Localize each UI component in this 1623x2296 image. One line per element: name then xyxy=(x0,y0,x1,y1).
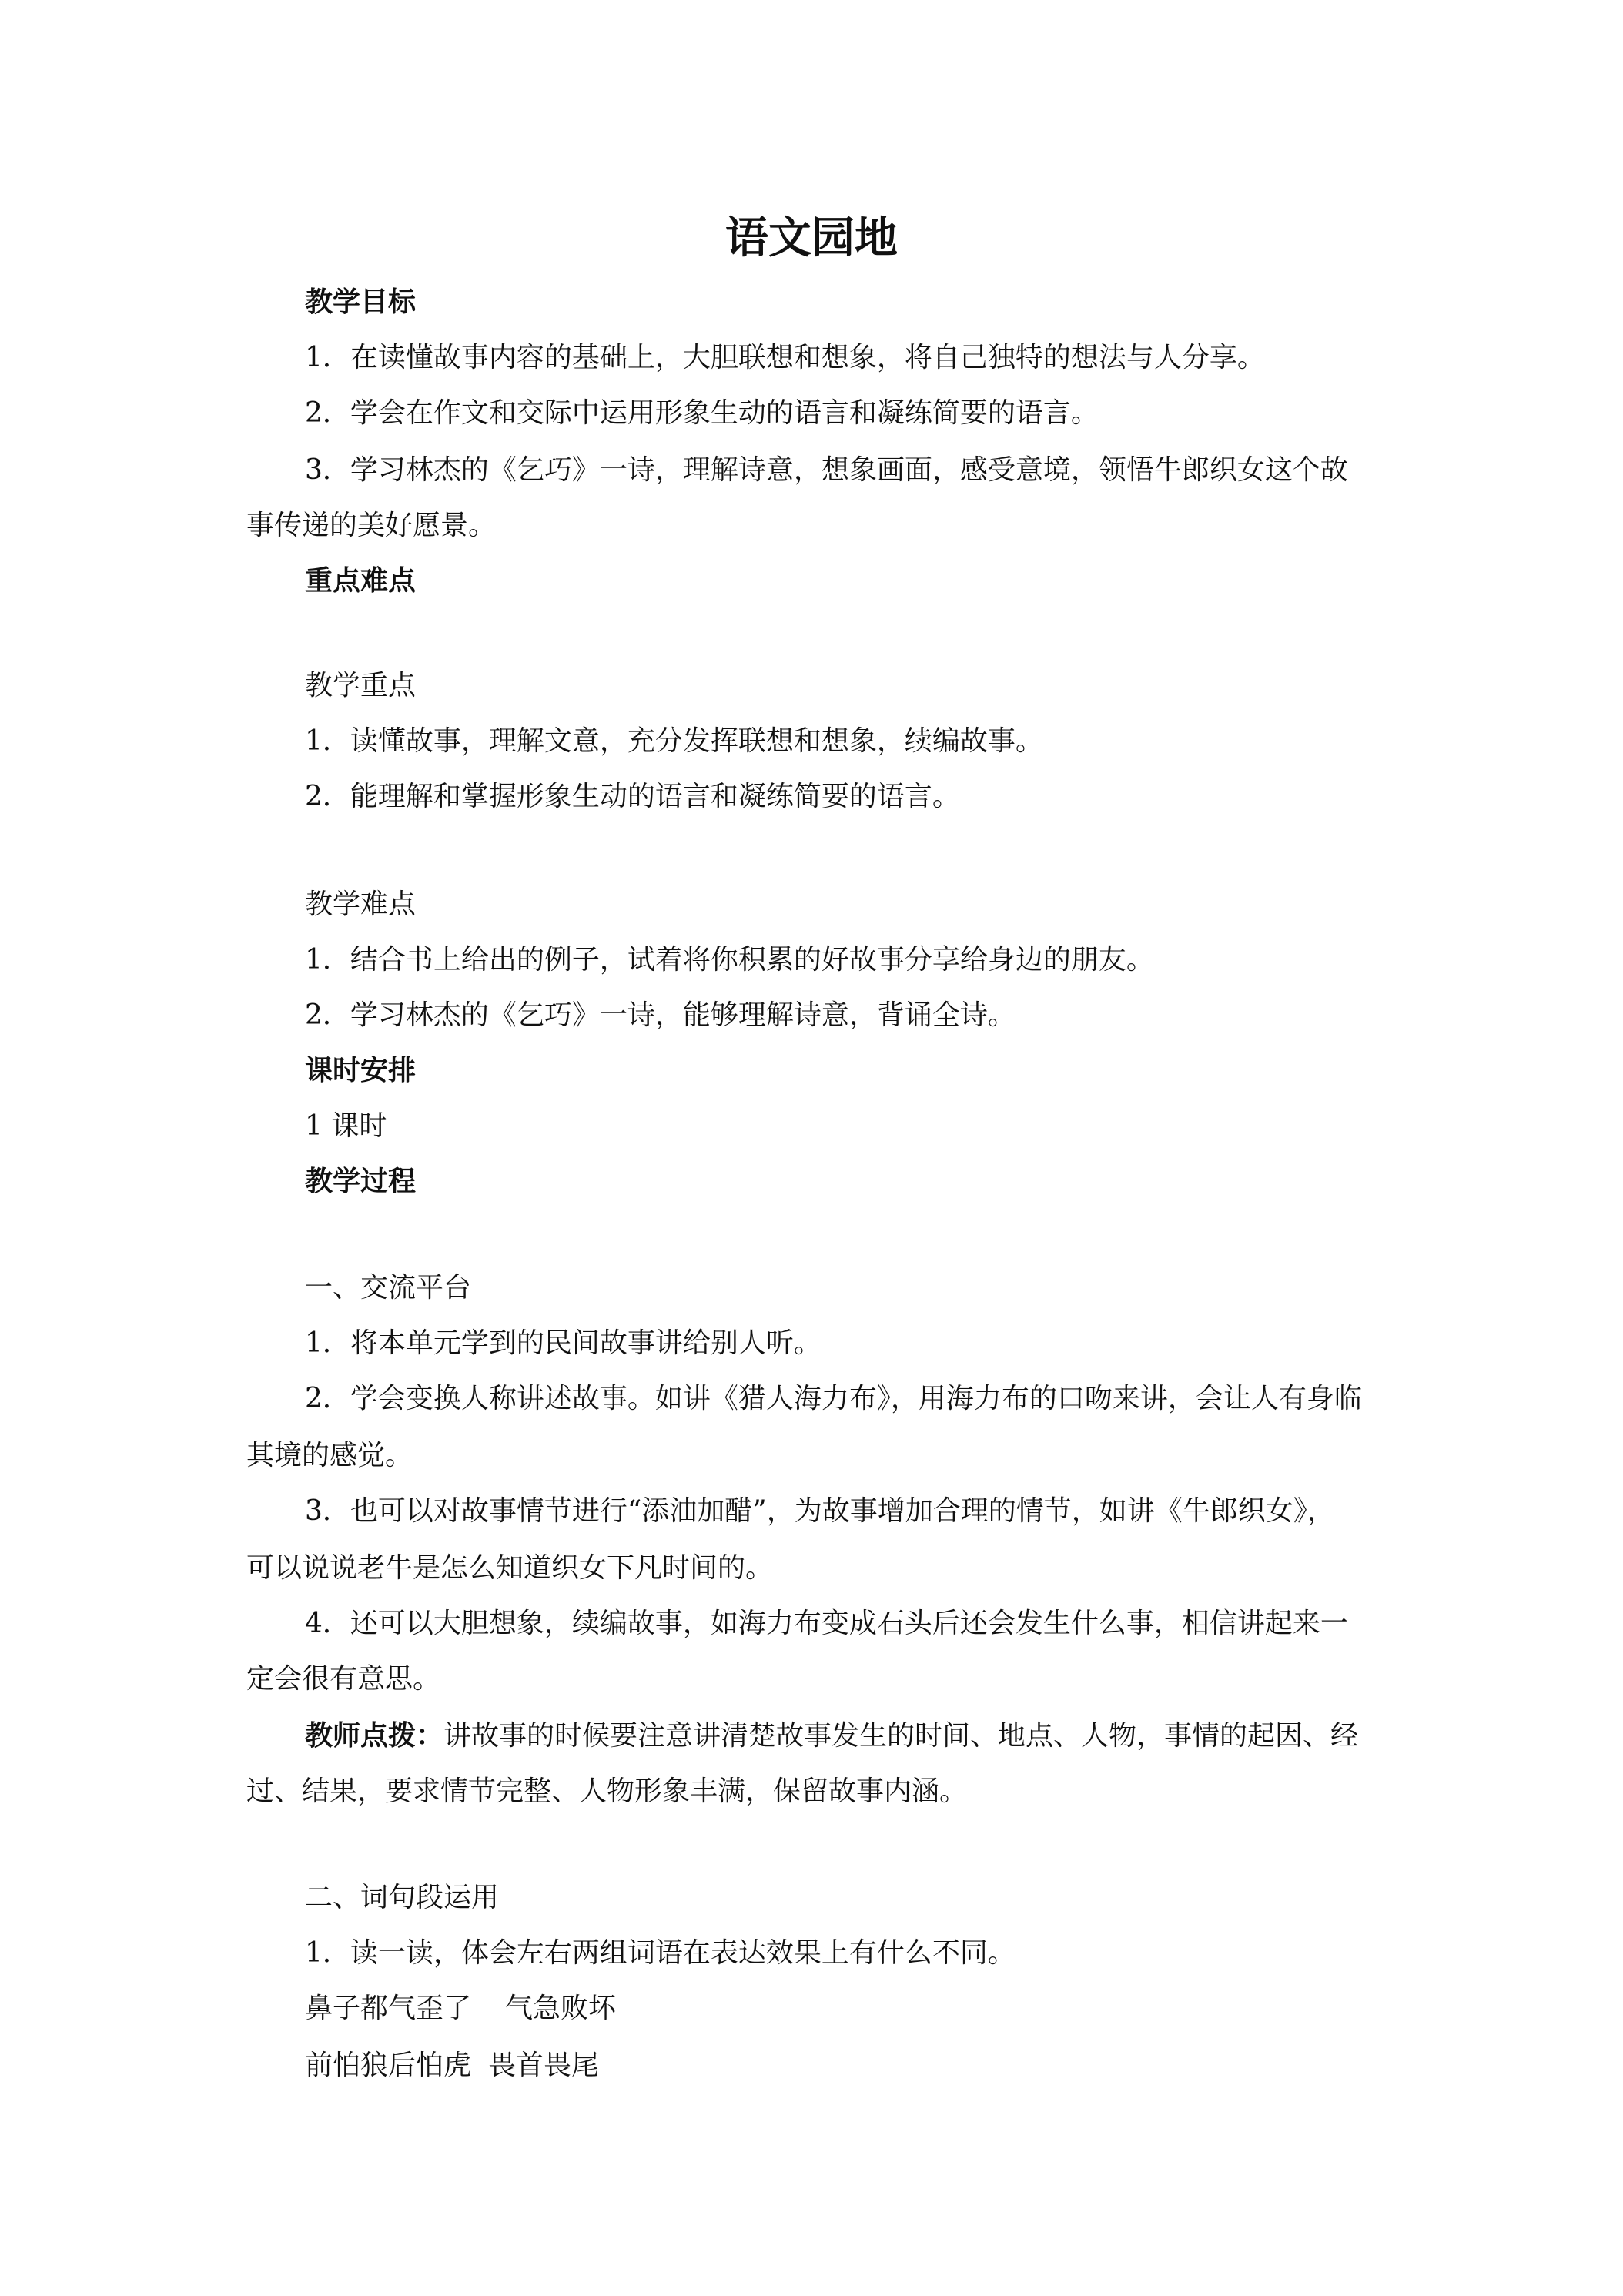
schedule-value: 1 课时 xyxy=(305,1110,387,1142)
objective-item-1: 1．在读懂故事内容的基础上，大胆联想和想象，将自己独特的想法与人分享。 xyxy=(305,342,1265,373)
section1-line-2: 2．学会变换人称讲述故事。如讲《猎人海力布》，用海力布的口吻来讲，会让人有身临 xyxy=(305,1383,1362,1414)
word-pair-left-1: 鼻子都气歪了 xyxy=(305,1993,472,2024)
difficulty-item-2: 2．学习林杰的《乞巧》一诗，能够理解诗意，背诵全诗。 xyxy=(305,999,1016,1031)
difficulty-heading: 教学难点 xyxy=(305,889,417,920)
section1-line-2-continued: 其境的感觉。 xyxy=(246,1440,413,1471)
teacher-tip xyxy=(305,1715,1358,1757)
objectives-heading: 教学目标 xyxy=(305,286,417,318)
section1-line-4: 4．还可以大胆想象，续编故事，如海力布变成石头后还会发生什么事，相信讲起来一 xyxy=(305,1608,1348,1639)
word-pair-row-2 xyxy=(305,2045,599,2087)
section2-heading: 二、词句段运用 xyxy=(305,1882,500,1913)
word-pair-left-2: 前怕狼后怕虎 xyxy=(305,2050,472,2081)
objective-item-2: 2．学会在作文和交际中运用形象生动的语言和凝练简要的语言。 xyxy=(305,397,1099,429)
key-points-heading: 重点难点 xyxy=(305,565,417,597)
teacher-tip-continued: 过、结果，要求情节完整、人物形象丰满，保留故事内涵。 xyxy=(246,1776,968,1807)
section2-intro: 1．读一读，体会左右两组词语在表达效果上有什么不同。 xyxy=(305,1937,1016,1969)
schedule-heading: 课时安排 xyxy=(305,1055,417,1086)
section1-heading: 一、交流平台 xyxy=(305,1272,472,1304)
word-pair-right-1: 气急败坏 xyxy=(505,1993,617,2024)
teacher-tip-text-1: 讲故事的时候要注意讲清楚故事发生的时间、地点、人物，事情的起因、经 xyxy=(443,1720,1359,1752)
process-heading: 教学过程 xyxy=(305,1166,417,1197)
section1-line-1: 1．将本单元学到的民间故事讲给别人听。 xyxy=(305,1327,822,1359)
focus-heading: 教学重点 xyxy=(305,670,417,701)
word-pair-right-2: 畏首畏尾 xyxy=(488,2050,600,2081)
difficulty-item-1: 1．结合书上给出的例子，试着将你积累的好故事分享给身边的朋友。 xyxy=(305,944,1154,976)
page-title: 语文园地 xyxy=(725,213,898,263)
teacher-tip-label: 教师点拨： xyxy=(305,1720,444,1752)
focus-item-1: 1．读懂故事，理解文意，充分发挥联想和想象，续编故事。 xyxy=(305,725,1043,757)
word-pair-row-1 xyxy=(305,1988,616,2030)
section1-line-4-continued: 定会很有意思。 xyxy=(246,1663,441,1695)
section1-line-3-continued: 可以说说老牛是怎么知道织女下凡时间的。 xyxy=(246,1552,774,1584)
focus-item-2: 2．能理解和掌握形象生动的语言和凝练简要的语言。 xyxy=(305,781,960,812)
objective-item-3-continued: 事传递的美好愿景。 xyxy=(246,510,497,541)
section1-line-3: 3．也可以对故事情节进行“添油加醋”，为故事增加合理的情节，如讲《牛郎织女》， xyxy=(305,1495,1335,1527)
objective-item-3: 3．学习林杰的《乞巧》一诗，理解诗意，想象画面，感受意境，领悟牛郎织女这个故 xyxy=(305,454,1348,486)
